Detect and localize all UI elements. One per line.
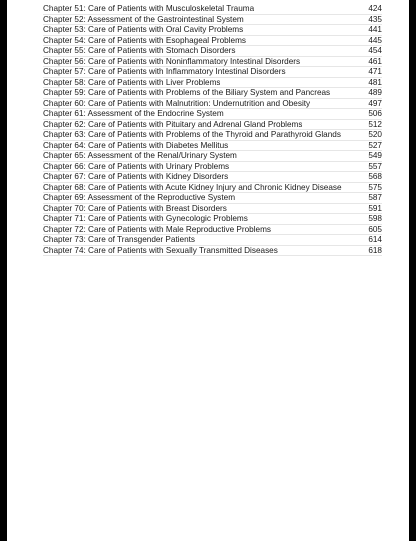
toc-entry-title: Chapter 56: Care of Patients with Noninflammatory Intestinal Disorders	[43, 56, 301, 66]
toc-entry-page-number: 471	[368, 67, 382, 76]
toc-entry-page-number: 512	[368, 119, 382, 129]
toc-entry-title: Chapter 71: Care of Patients with Gynecologic Problems	[43, 214, 248, 223]
table-of-contents	[43, 4, 382, 256]
toc-entry-page-number: 461	[368, 56, 382, 66]
toc-entry-title: Chapter 51: Care of Patients with Musculoskeletal Trauma	[43, 4, 255, 13]
toc-entry	[43, 4, 382, 15]
toc-entry-title: Chapter 61: Assessment of the Endocrine System	[43, 109, 224, 118]
toc-entry-page-number: 441	[368, 25, 382, 34]
toc-entry	[43, 193, 382, 204]
toc-entry-title: Chapter 53: Care of Patients with Oral Cavity Problems	[43, 25, 244, 34]
toc-entry-title: Chapter 65: Assessment of the Renal/Urinary System	[43, 151, 237, 160]
toc-entry	[43, 246, 382, 257]
toc-entry	[43, 57, 382, 68]
toc-entry	[43, 109, 382, 120]
toc-entry-page-number: 489	[368, 88, 382, 97]
toc-entry	[43, 204, 382, 215]
toc-entry-title: Chapter 68: Care of Patients with Acute Kidney Injury and Chronic Kidney Disease	[43, 182, 342, 192]
toc-entry-title: Chapter 59: Care of Patients with Problems of the Biliary System and Pancreas	[43, 88, 331, 97]
toc-entry-title: Chapter 69: Assessment of the Reproductive System	[43, 193, 236, 202]
toc-entry	[43, 162, 382, 173]
toc-entry-page-number: 435	[368, 14, 382, 24]
toc-entry	[43, 235, 382, 246]
toc-entry	[43, 88, 382, 99]
toc-entry-title: Chapter 57: Care of Patients with Inflammatory Intestinal Disorders	[43, 67, 286, 76]
toc-entry	[43, 183, 382, 194]
toc-entry-title: Chapter 62: Care of Patients with Pituitary and Adrenal Gland Problems	[43, 119, 303, 129]
toc-entry	[43, 99, 382, 110]
toc-entry-title: Chapter 70: Care of Patients with Breast Disorders	[43, 203, 227, 213]
toc-entry	[43, 130, 382, 141]
toc-entry-title: Chapter 64: Care of Patients with Diabetes Mellitus	[43, 140, 229, 150]
toc-entry-title: Chapter 54: Care of Patients with Esophageal Problems	[43, 35, 246, 45]
toc-entry	[43, 78, 382, 89]
toc-entry-page-number: 618	[368, 245, 382, 255]
toc-entry-page-number: 497	[368, 98, 382, 108]
toc-entry	[43, 225, 382, 236]
toc-entry-page-number: 598	[368, 214, 382, 223]
toc-entry	[43, 25, 382, 36]
toc-entry-page-number: 575	[368, 182, 382, 192]
toc-entry-title: Chapter 72: Care of Patients with Male Reproductive Problems	[43, 224, 271, 234]
toc-entry-page-number: 424	[368, 4, 382, 13]
toc-entry-page-number: 445	[368, 35, 382, 45]
toc-entry	[43, 141, 382, 152]
toc-entry-page-number: 527	[368, 140, 382, 150]
toc-entry-page-number: 605	[368, 224, 382, 234]
toc-entry	[43, 46, 382, 57]
toc-entry-title: Chapter 74: Care of Patients with Sexually Transmitted Diseases	[43, 245, 278, 255]
toc-entry-page-number: 557	[368, 161, 382, 171]
toc-entry	[43, 120, 382, 131]
toc-entry-page-number: 454	[368, 46, 382, 55]
toc-entry	[43, 36, 382, 47]
toc-entry	[43, 151, 382, 162]
toc-entry-page-number: 549	[368, 151, 382, 160]
toc-entry-title: Chapter 63: Care of Patients with Problems of the Thyroid and Parathyroid Glands	[43, 130, 341, 139]
toc-entry-page-number: 587	[368, 193, 382, 202]
toc-entry-page-number: 481	[368, 77, 382, 87]
document-page	[7, 0, 409, 541]
toc-entry-page-number: 591	[368, 203, 382, 213]
toc-entry-title: Chapter 67: Care of Patients with Kidney Disorders	[43, 172, 229, 181]
toc-entry-page-number: 506	[368, 109, 382, 118]
toc-entry-page-number: 568	[368, 172, 382, 181]
toc-entry-title: Chapter 52: Assessment of the Gastrointestinal System	[43, 14, 244, 24]
toc-entry-page-number: 614	[368, 235, 382, 244]
toc-entry-title: Chapter 73: Care of Transgender Patients	[43, 235, 196, 244]
toc-entry-page-number: 520	[368, 130, 382, 139]
toc-entry	[43, 15, 382, 26]
toc-entry	[43, 67, 382, 78]
toc-entry-title: Chapter 66: Care of Patients with Urinary Problems	[43, 161, 230, 171]
toc-entry	[43, 214, 382, 225]
toc-entry-title: Chapter 60: Care of Patients with Malnutrition: Undernutrition and Obesity	[43, 98, 311, 108]
toc-entry-title: Chapter 58: Care of Patients with Liver Problems	[43, 77, 221, 87]
toc-entry-title: Chapter 55: Care of Patients with Stomach Disorders	[43, 46, 236, 55]
toc-entry	[43, 172, 382, 183]
